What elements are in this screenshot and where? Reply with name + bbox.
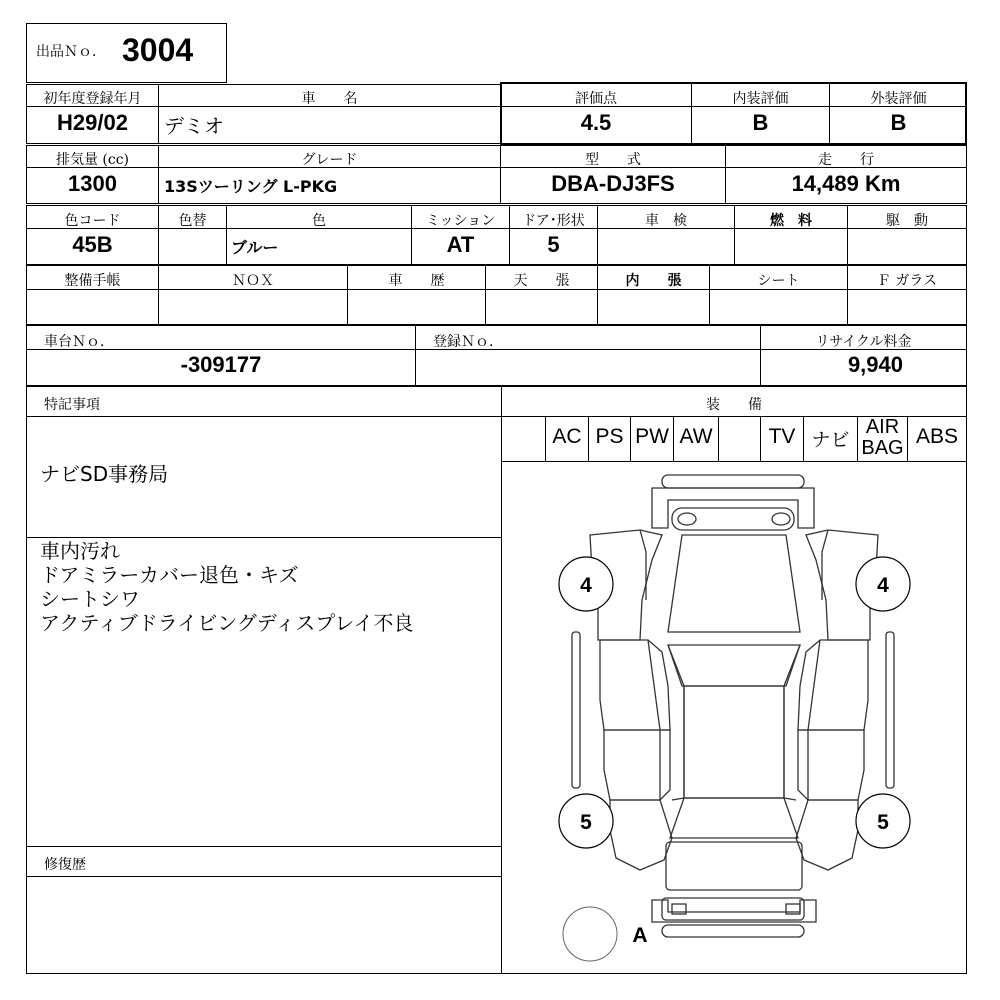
value-model: DBA-DJ3FS: [551, 171, 675, 196]
notes-middle-divider: [26, 537, 502, 538]
equip-ac: AC: [552, 425, 582, 448]
value-chassis: -309177: [180, 352, 262, 377]
label-seat: シート: [757, 273, 800, 289]
label-f-glass: Ｆ ガラス: [876, 273, 938, 289]
value-door: 5: [547, 232, 560, 257]
label-interior: 内装評価: [732, 91, 789, 107]
notes-line-3: アクティブドライビングディスプレイ不良: [40, 611, 414, 635]
label-drive: 駆 動: [886, 213, 928, 229]
equip-cell-blank: [501, 416, 546, 462]
equip-cell-empty: [718, 416, 761, 462]
label-interior-trim: 内 張: [625, 273, 682, 289]
notes-line-2: シートシワ: [40, 587, 140, 611]
equip-abs: ABS: [915, 425, 959, 448]
label-door: ドア･形状: [522, 213, 585, 229]
value-score: 4.5: [580, 110, 612, 135]
value-color-code: 45B: [72, 232, 113, 257]
value-exterior: B: [890, 110, 907, 135]
equip-aw: AW: [679, 425, 713, 448]
value-recycle: 9,940: [847, 352, 903, 377]
label-exterior: 外装評価: [870, 91, 927, 107]
label-repaint: 色替: [178, 213, 207, 229]
equip-airbag-line1: AIR: [865, 416, 900, 438]
value-mission: AT: [446, 232, 475, 257]
mark-rear-left: 5: [580, 811, 592, 834]
value-color: ブルー: [231, 238, 279, 257]
label-color: 色: [312, 213, 326, 229]
label-equipment: 装 備: [706, 397, 762, 413]
label-color-code: 色コード: [64, 213, 121, 229]
lot-label: 出品Ｎｏ．: [36, 44, 106, 60]
label-displacement: 排気量 (cc): [55, 152, 130, 168]
label-repair: 修復歴: [44, 857, 86, 873]
label-fuel: 燃 料: [770, 213, 812, 229]
label-recycle: リサイクル料金: [815, 334, 912, 350]
label-mission: ミッション: [425, 213, 496, 229]
repair-header-divider: [26, 876, 502, 877]
notes-header-divider: [26, 416, 502, 417]
mark-rear-right: 5: [877, 811, 889, 834]
circle-bottom: [563, 907, 617, 961]
car-damage-diagram: [502, 462, 966, 973]
value-grade: 13Sツーリング L-PKG: [164, 177, 338, 196]
lot-number: 3004: [122, 32, 194, 68]
mark-front-left: 4: [580, 574, 592, 597]
label-mileage: 走 行: [818, 152, 874, 168]
notes-line-1: ドアミラーカバー退色・キズ: [40, 563, 299, 587]
mark-bottom: A: [632, 924, 648, 947]
value-interior: B: [752, 110, 769, 135]
value-displacement: 1300: [68, 171, 117, 196]
equip-pw: PW: [635, 425, 669, 448]
label-maintenance: 整備手帳: [64, 273, 121, 289]
grade-circles: [559, 557, 910, 961]
label-score: 評価点: [575, 91, 617, 107]
label-registration: 登録Ｎｏ．: [433, 334, 503, 350]
mark-front-right: 4: [877, 574, 889, 597]
label-grade: グレード: [301, 152, 358, 168]
equip-navi: ナビ: [811, 429, 850, 451]
label-history: 車 歴: [388, 273, 445, 289]
label-notes: 特記事項: [44, 397, 100, 413]
equip-tv: TV: [768, 425, 796, 448]
value-first-registration: H29/02: [57, 110, 128, 135]
label-first-registration: 初年度登録年月: [43, 91, 142, 107]
repair-top-divider: [26, 846, 502, 847]
notes-line1: ナビSD事務局: [40, 462, 169, 486]
label-car-name: 車 名: [301, 91, 358, 107]
value-car-name: デミオ: [164, 114, 224, 138]
label-ceiling: 天 張: [513, 273, 570, 289]
equip-ps: PS: [595, 425, 624, 448]
label-nox: ＮＯＸ: [232, 273, 274, 289]
label-chassis: 車台Ｎｏ．: [44, 334, 114, 350]
notes-line-0: 車内汚れ: [40, 539, 120, 563]
label-inspection: 車 検: [645, 213, 687, 229]
equip-airbag-line2: BAG: [861, 437, 904, 459]
value-mileage: 14,489 Km: [791, 171, 901, 196]
car-outline: [572, 475, 894, 937]
label-model: 型 式: [585, 152, 641, 168]
